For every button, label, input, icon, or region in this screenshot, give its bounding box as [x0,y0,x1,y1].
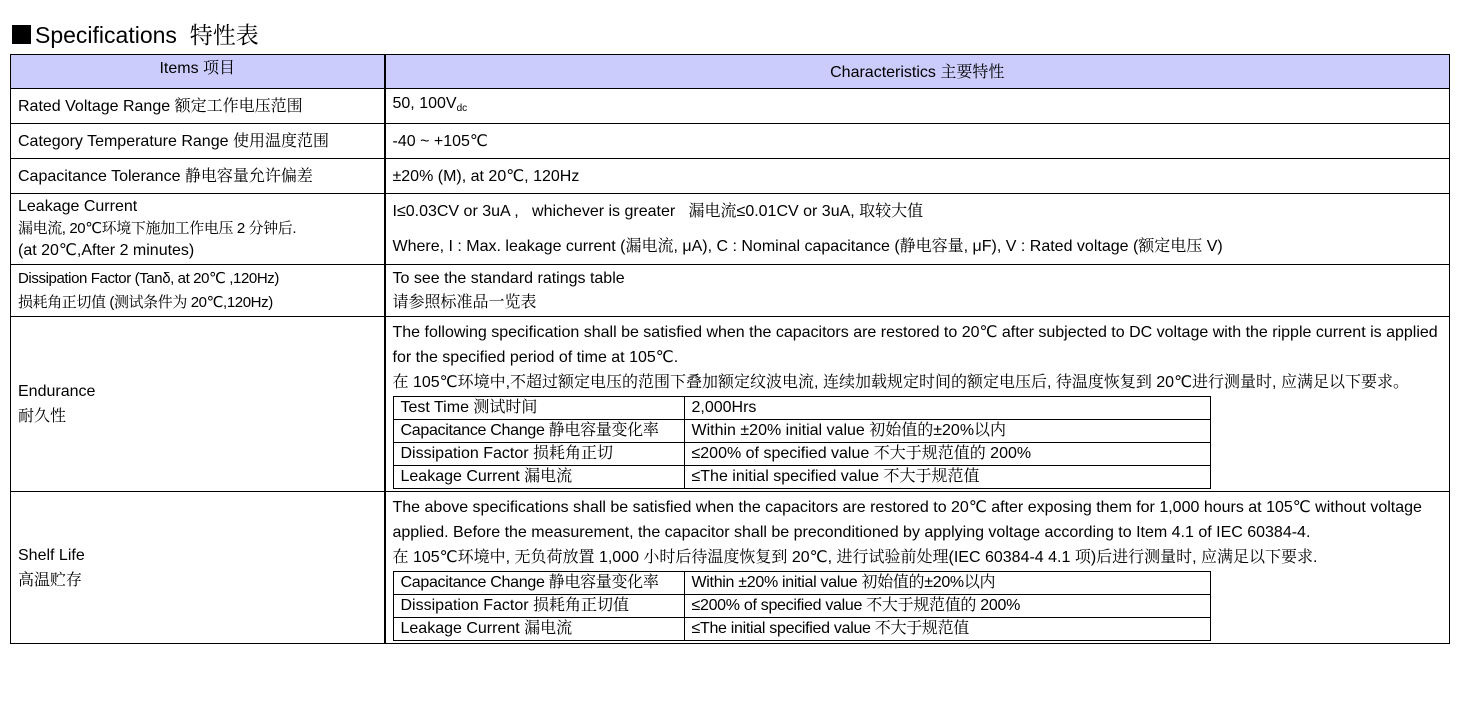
page-title [12,18,259,52]
endurance-requirements-table [393,396,1211,489]
shelf-life-item: Leakage Current 漏电流 [393,618,684,641]
shelf-life-item: Dissipation Factor 损耗角正切值 [393,595,684,618]
dissipation-value-line2: 请参照标准品一览表 [392,293,537,311]
endurance-label [11,317,385,492]
shelf-life-requirements-table [393,571,1211,641]
leakage-label [11,194,385,265]
dissipation-value-line1: To see the standard ratings table [392,269,625,287]
dissipation-label-line2: 损耗角正切值 (测试条件为 20℃,120Hz) [18,293,273,311]
shelf-life-item: Capacitance Change 静电容量变化率 [393,572,684,595]
cap-tolerance-value: ±20% (M), at 20℃, 120Hz [385,159,1450,194]
header-items: Items 项目 [11,55,385,89]
dissipation-label [11,265,385,317]
rated-voltage-value [385,89,1450,124]
endurance-requirement: ≤The initial specified value 不大于规范值 [684,466,1210,489]
leakage-label-line2: 漏电流, 20℃环境下施加工作电压 2 分钟后. [18,220,297,237]
table-row [393,466,1210,489]
endurance-requirement: Within ±20% initial value 初始值的±20%以内 [684,420,1210,443]
table-row [393,595,1210,618]
cap-tolerance-label: Capacitance Tolerance 静电容量允许偏差 [11,159,385,194]
header-characteristics: Characteristics 主要特性 [385,55,1450,89]
row-category-temperature [11,124,1450,159]
rated-voltage-main: 50, 100V [392,95,457,112]
rated-voltage-label: Rated Voltage Range 额定工作电压范围 [11,89,385,124]
table-row [393,420,1210,443]
endurance-requirement: ≤200% of specified value 不大于规范值的 200% [684,443,1210,466]
dissipation-label-line1: Dissipation Factor (Tanδ, at 20℃ ,120Hz) [18,269,279,287]
endurance-label-en: Endurance [18,383,96,400]
leakage-label-line1: Leakage Current [18,198,138,215]
shelf-life-requirement: ≤The initial specified value 不大于规范值 [684,618,1210,641]
shelf-life-value [385,492,1450,644]
leakage-value [385,194,1450,265]
shelf-life-text-cn: 在 105℃环境中, 无负荷放置 1,000 小时后待温度恢复到 20℃, 进行试验前处理(IEC 60384-4 4.1 项)后进行测量时, 应满足以下要求. [392,549,1318,566]
endurance-item: Leakage Current 漏电流 [393,466,684,489]
specifications-table [10,54,1450,644]
shelf-life-label-en: Shelf Life [18,546,85,564]
title-en: Specifications [35,22,177,48]
endurance-item: Dissipation Factor 损耗角正切 [393,443,684,466]
row-leakage-current [11,194,1450,265]
table-row [393,443,1210,466]
table-row [393,618,1210,641]
shelf-life-text-en: The above specifications shall be satisfied when the capacitors are restored to 20℃ after exposing them for 1,000 hours at 105℃ without voltage applied. Before the measurement, the capacitor shall be preconditioned by applying voltage according to Item 4.1 of IEC 60384-4. [392,499,1422,541]
row-endurance [11,317,1450,492]
square-bullet-icon [12,25,31,44]
leakage-label-line3: (at 20℃,After 2 minutes) [18,242,195,259]
shelf-life-label [11,492,385,644]
leakage-value-line2: Where, I : Max. leakage current (漏电流, μA), C : Nominal capacitance (静电容量, μF), V : Rated voltage (额定电压 V) [392,238,1223,255]
leakage-value-line1: I≤0.03CV or 3uA , whichever is greater 漏电流≤0.01CV or 3uA, 取较大值 [392,203,924,220]
dissipation-value [385,265,1450,317]
row-capacitance-tolerance [11,159,1450,194]
table-row [393,572,1210,595]
row-dissipation-factor [11,265,1450,317]
endurance-item: Capacitance Change 静电容量变化率 [393,420,684,443]
row-shelf-life [11,492,1450,644]
endurance-value [385,317,1450,492]
endurance-text-en: The following specification shall be satisfied when the capacitors are restored to 20℃ after subjected to DC voltage with the ripple current is applied for the specified period of time at 105℃. [392,324,1438,366]
shelf-life-requirement: ≤200% of specified value 不大于规范值的 200% [684,595,1210,618]
endurance-item: Test Time 测试时间 [393,397,684,420]
header-row [11,55,1450,89]
shelf-life-label-cn: 高温贮存 [18,571,83,589]
endurance-requirement: 2,000Hrs [684,397,1210,420]
endurance-label-cn: 耐久性 [18,408,67,425]
table-row [393,397,1210,420]
shelf-life-requirement: Within ±20% initial value 初始值的±20%以内 [684,572,1210,595]
category-temp-label: Category Temperature Range 使用温度范围 [11,124,385,159]
category-temp-value: -40 ~ +105℃ [385,124,1450,159]
rated-voltage-subscript: dc [456,103,468,114]
endurance-text-cn: 在 105℃环境中,不超过额定电压的范围下叠加额定纹波电流, 连续加载规定时间的额定电压后, 待温度恢复到 20℃进行测量时, 应满足以下要求。 [392,374,1409,391]
title-cn: 特性表 [189,22,259,48]
row-rated-voltage [11,89,1450,124]
